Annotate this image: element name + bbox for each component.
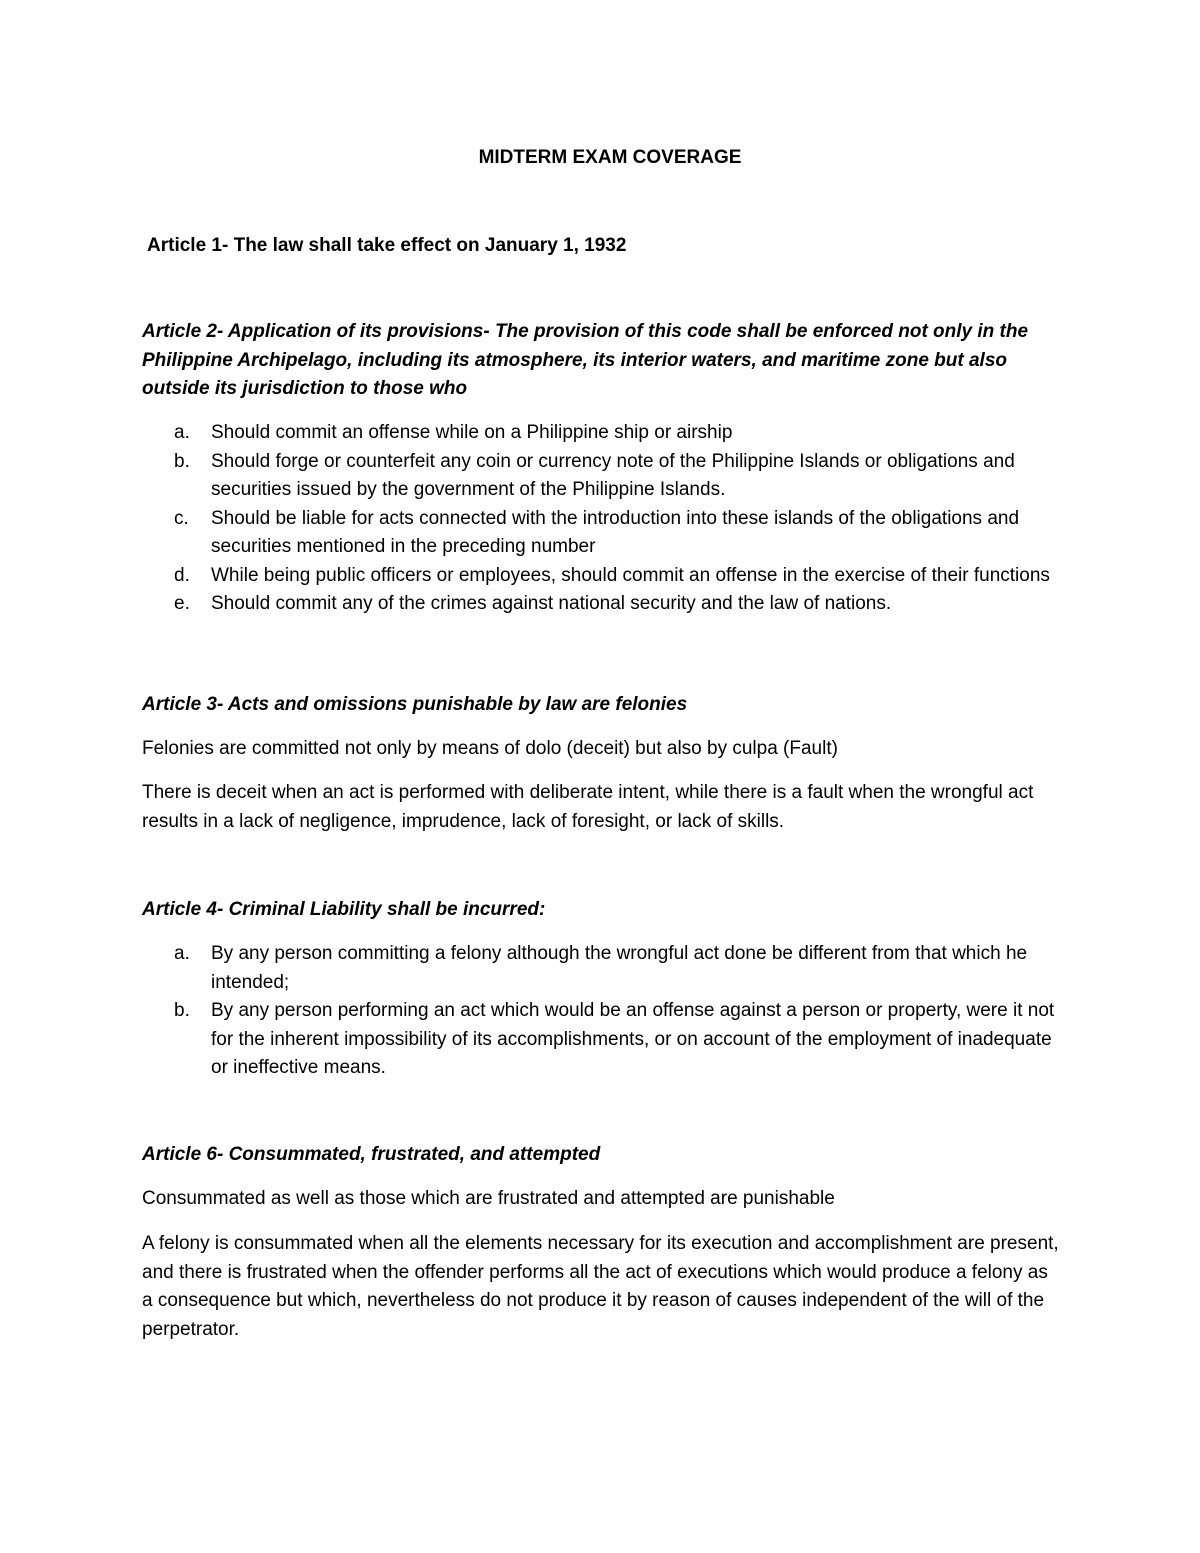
article-6-paragraph-1: Consummated as well as those which are frustrated and attempted are punishable	[142, 1188, 835, 1209]
article-6-paragraph-2: A felony is consummated when all the elements necessary for its execution and accomplishment are present, and there is frustrated when the offender performs all the act of executions which would produce a felony as a consequence but which, nevertheless do not produce it by reason of causes independent of the will of the perpetrator.	[142, 1233, 1059, 1340]
list-item	[142, 505, 1062, 562]
article-3-paragraph-2: There is deceit when an act is performed with deliberate intent, while there is a fault when the wrongful act results in a lack of negligence, imprudence, lack of foresight, or lack of skills.	[142, 782, 1034, 832]
list-item	[142, 448, 1062, 505]
list-item-text: Should forge or counterfeit any coin or currency note of the Philippine Islands or obligations and securities issued by the government of the Philippine Islands.	[211, 450, 1015, 500]
article-2-heading: Article 2- Application of its provisions- The provision of this code shall be enforced not only in the Philippine Archipelago, including its atmosphere, its interior waters, and maritime zone but also outside its jurisdiction to those who	[142, 321, 1029, 399]
article-4-heading: Article 4- Criminal Liability shall be incurred:	[142, 899, 546, 920]
list-item-text: Should be liable for acts connected with the introduction into these islands of the obligations and securities mentioned in the preceding number	[211, 507, 1020, 557]
list-marker: e.	[174, 593, 190, 614]
document-title: MIDTERM EXAM COVERAGE	[478, 147, 742, 168]
article-3-paragraph-1: Felonies are committed not only by means of dolo (deceit) but also by culpa (Fault)	[142, 738, 838, 759]
list-item	[142, 419, 1062, 448]
list-marker: b.	[174, 450, 190, 472]
list-item-text: Should commit any of the crimes against national security and the law of nations.	[211, 593, 892, 614]
list-item-text: While being public officers or employees, should commit an offense in the exercise of their functions	[211, 564, 1050, 586]
article-3-heading: Article 3- Acts and omissions punishable by law are felonies	[142, 694, 688, 715]
list-item	[142, 997, 1062, 1083]
list-item-text: Should commit an offense while on a Philippine ship or airship	[211, 422, 733, 443]
list-marker: a.	[174, 422, 190, 443]
article-6-heading: Article 6- Consummated, frustrated, and attempted	[142, 1144, 601, 1165]
list-marker: d.	[174, 564, 190, 586]
list-item	[142, 940, 1062, 997]
list-marker: a.	[174, 943, 190, 964]
list-marker: b.	[174, 1000, 190, 1021]
list-marker: c.	[174, 507, 189, 529]
list-item-text: By any person committing a felony although the wrongful act done be different from that which he intended;	[211, 943, 1028, 993]
article-1-heading: Article 1- The law shall take effect on January 1, 1932	[147, 235, 627, 256]
article-2-list	[142, 419, 1062, 619]
list-item	[142, 562, 1062, 591]
article-4-list	[142, 940, 1062, 1083]
list-item	[142, 590, 1062, 619]
list-item-text: By any person performing an act which would be an offense against a person or property, were it not for the inherent impossibility of its accomplishments, or on account of the employment of inadequate or ineffective means.	[211, 1000, 1055, 1078]
